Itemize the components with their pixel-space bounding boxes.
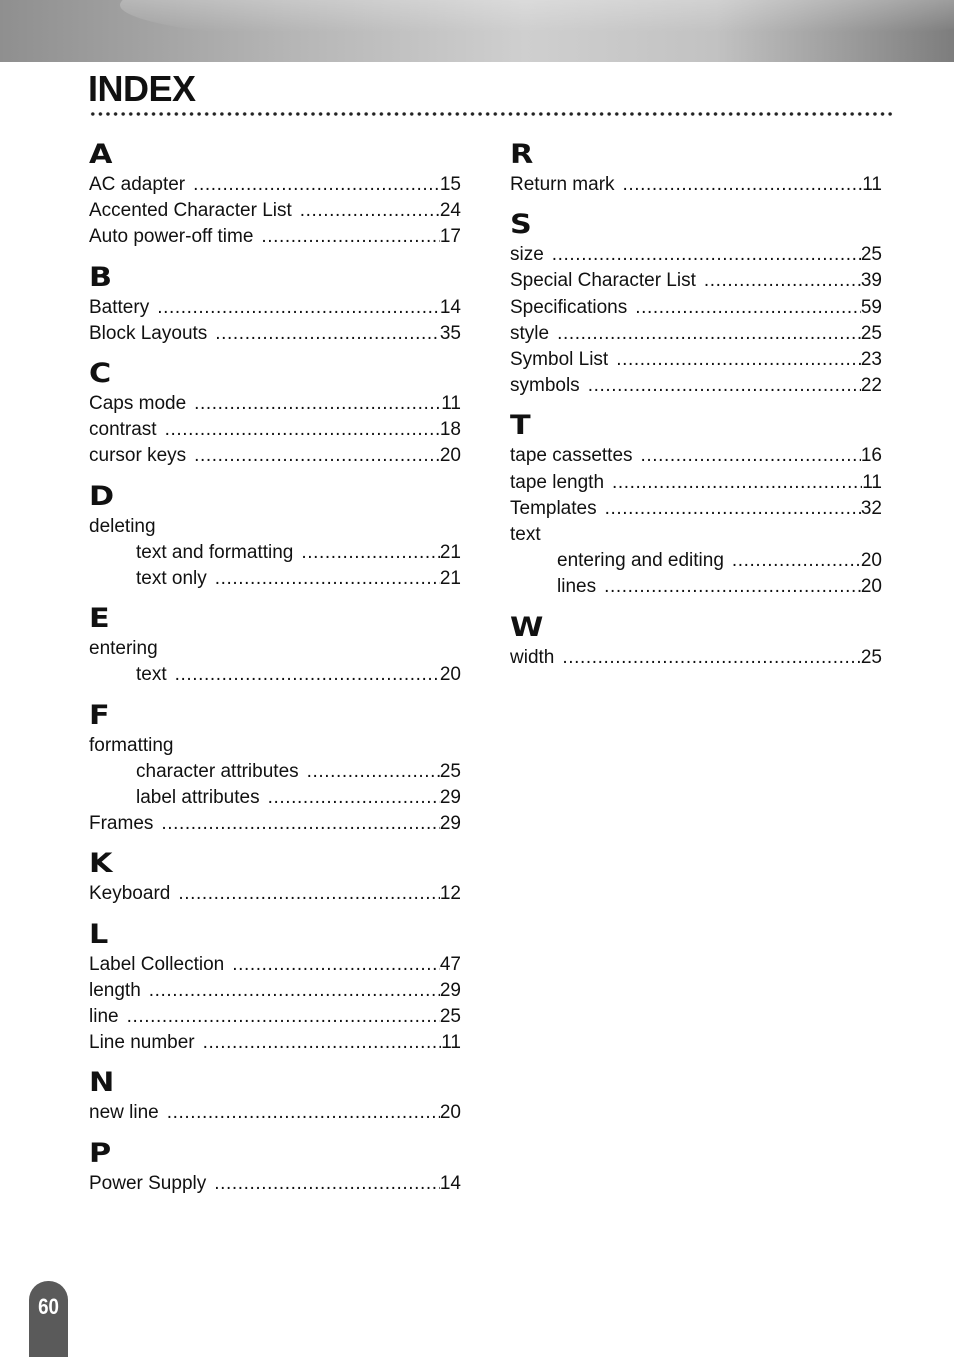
dot-leader xyxy=(604,574,861,600)
dot-leader xyxy=(307,759,440,785)
entry-term: tape cassettes xyxy=(510,445,633,467)
entry-page-number: 16 xyxy=(860,445,882,467)
index-entry xyxy=(510,645,882,671)
index-entry xyxy=(89,443,461,469)
entry-term: Accented Character List xyxy=(89,200,292,222)
entry-term: text and formatting xyxy=(136,541,294,563)
index-entry xyxy=(89,321,461,347)
index-entry xyxy=(89,1171,461,1197)
entry-page-number: 11 xyxy=(862,174,882,195)
section-letter: P xyxy=(89,1137,112,1169)
entry-page-number: 14 xyxy=(439,1172,461,1194)
dot-leader xyxy=(215,321,440,347)
index-subentry xyxy=(510,548,882,574)
entry-term: length xyxy=(89,979,141,1001)
section-letter: F xyxy=(89,699,110,731)
index-section-r xyxy=(510,140,882,198)
section-letter: W xyxy=(510,611,544,643)
entry-page-number: 39 xyxy=(860,270,882,292)
entry-page-number: 20 xyxy=(860,576,882,598)
dot-leader xyxy=(612,470,862,496)
section-letter: R xyxy=(510,139,534,170)
dot-leader xyxy=(161,811,439,837)
entry-term: Label Collection xyxy=(89,953,225,975)
dot-leader xyxy=(127,1004,440,1030)
entry-page-number: 21 xyxy=(439,568,461,590)
index-entry xyxy=(89,1030,461,1056)
dot-leader xyxy=(194,443,440,469)
index-section-p xyxy=(89,1139,461,1197)
page-number-tab xyxy=(29,1281,68,1357)
section-letter: A xyxy=(89,139,113,170)
entry-page-number: 20 xyxy=(439,445,461,467)
entry-page-number: 20 xyxy=(860,550,882,572)
dot-leader xyxy=(635,295,861,321)
page-number: 60 xyxy=(38,1294,59,1319)
entry-term: Battery xyxy=(89,296,150,318)
entry-term: Auto power-off time xyxy=(89,226,254,248)
entry-term: Line number xyxy=(89,1032,195,1054)
section-letter: K xyxy=(89,848,113,880)
index-entry xyxy=(89,295,461,321)
entry-term: text only xyxy=(136,568,207,590)
dot-leader xyxy=(214,1171,440,1197)
index-entry xyxy=(510,373,882,399)
entry-term: Symbol List xyxy=(510,349,609,371)
index-column-right xyxy=(510,140,882,683)
header-band-sheen xyxy=(120,0,954,50)
dot-leader xyxy=(165,417,440,443)
index-entry xyxy=(510,268,882,294)
entry-page-number: 11 xyxy=(862,471,882,493)
entry-page-number: 22 xyxy=(860,375,882,397)
entry-page-number: 25 xyxy=(860,646,882,668)
entry-page-number: 18 xyxy=(439,419,461,441)
dot-leader xyxy=(300,198,440,224)
dot-leader xyxy=(193,172,440,198)
dot-leader xyxy=(167,1100,440,1126)
dot-leader xyxy=(261,224,439,250)
index-section-d xyxy=(89,482,461,593)
index-section-k xyxy=(89,849,461,907)
dot-leader xyxy=(641,443,861,469)
entry-page-number: 29 xyxy=(439,787,461,809)
dot-leader xyxy=(268,785,440,811)
entry-page-number: 20 xyxy=(439,1102,461,1124)
entry-page-number: 20 xyxy=(439,664,461,686)
dot-leader xyxy=(149,978,440,1004)
entry-page-number: 25 xyxy=(860,322,882,344)
dot-leader xyxy=(704,268,861,294)
entry-page-number: 23 xyxy=(860,349,882,371)
entry-term: size xyxy=(510,244,544,266)
index-subentry xyxy=(89,759,461,785)
entry-term: AC adapter xyxy=(89,174,186,195)
section-letter: D xyxy=(89,480,115,512)
index-section-b xyxy=(89,263,461,347)
dot-leader xyxy=(605,496,861,522)
entry-page-number: 47 xyxy=(439,953,461,975)
index-section-n xyxy=(89,1068,461,1126)
entry-page-number: 25 xyxy=(439,760,461,782)
index-section-l xyxy=(89,920,461,1057)
index-entry xyxy=(89,391,461,417)
dot-leader xyxy=(562,645,861,671)
entry-term: text xyxy=(136,664,167,686)
dot-leader xyxy=(157,295,440,321)
entry-page-number: 17 xyxy=(439,226,461,248)
entry-page-number: 35 xyxy=(439,322,461,344)
index-entry xyxy=(510,347,882,373)
entry-term: style xyxy=(510,322,550,344)
entry-term: Special Character List xyxy=(510,270,696,292)
entry-term: tape length xyxy=(510,471,605,493)
index-column-left xyxy=(89,140,461,1209)
entry-term: width xyxy=(510,646,555,668)
index-entry xyxy=(510,496,882,522)
entry-term: Return mark xyxy=(510,174,615,195)
dot-leader xyxy=(215,566,440,592)
index-subentry xyxy=(89,662,461,688)
section-letter: S xyxy=(510,209,532,241)
entry-term: new line xyxy=(89,1102,159,1124)
section-letter: L xyxy=(89,918,109,950)
index-entry xyxy=(89,172,461,198)
index-section-e xyxy=(89,604,461,688)
index-entry xyxy=(89,952,461,978)
dot-leader xyxy=(175,662,440,688)
dot-leader xyxy=(194,391,441,417)
entry-page-number: 25 xyxy=(860,244,882,266)
entry-term: symbols xyxy=(510,375,580,397)
dot-leader xyxy=(623,172,863,198)
index-entry xyxy=(510,242,882,268)
index-subentry xyxy=(89,785,461,811)
dot-leader xyxy=(732,548,861,574)
entry-term: Caps mode xyxy=(89,393,187,415)
entry-term: entering and editing xyxy=(557,550,724,572)
index-entry xyxy=(510,321,882,347)
section-letter: C xyxy=(89,358,112,390)
entry-page-number: 11 xyxy=(441,1032,461,1054)
entry-page-number: 32 xyxy=(860,497,882,519)
entry-page-number: 25 xyxy=(439,1006,461,1028)
index-section-w xyxy=(510,613,882,671)
index-entry xyxy=(510,470,882,496)
index-entry xyxy=(89,417,461,443)
dot-leader xyxy=(588,373,861,399)
index-entry-heading: deleting xyxy=(89,515,156,537)
index-entry xyxy=(89,881,461,907)
header-band xyxy=(0,0,954,62)
entry-term: Block Layouts xyxy=(89,322,208,344)
dot-leader xyxy=(232,952,440,978)
index-entry xyxy=(89,224,461,250)
entry-term: Keyboard xyxy=(89,883,171,905)
index-entry xyxy=(510,172,882,198)
section-letter: T xyxy=(510,410,531,442)
index-section-c xyxy=(89,359,461,470)
entry-term: label attributes xyxy=(136,787,260,809)
section-letter: N xyxy=(89,1067,115,1099)
index-entry xyxy=(510,295,882,321)
entry-page-number: 11 xyxy=(441,393,461,415)
entry-page-number: 29 xyxy=(439,813,461,835)
title-dotted-rule xyxy=(89,111,895,117)
index-section-s xyxy=(510,210,882,399)
entry-term: Frames xyxy=(89,813,154,835)
entry-page-number: 24 xyxy=(439,200,461,222)
entry-page-number: 59 xyxy=(860,296,882,318)
index-subentry xyxy=(510,574,882,600)
index-entry xyxy=(510,443,882,469)
entry-term: contrast xyxy=(89,419,157,441)
index-section-a xyxy=(89,140,461,251)
page-title: INDEX xyxy=(88,68,196,109)
index-entry-heading: formatting xyxy=(89,734,174,756)
index-entry-heading: entering xyxy=(89,638,158,660)
entry-page-number: 29 xyxy=(439,979,461,1001)
dot-leader xyxy=(552,242,861,268)
entry-term: Power Supply xyxy=(89,1172,207,1194)
dot-leader xyxy=(616,347,861,373)
entry-page-number: 14 xyxy=(439,296,461,318)
entry-term: cursor keys xyxy=(89,445,187,467)
index-subentry xyxy=(89,540,461,566)
section-letter: B xyxy=(89,261,113,293)
entry-term: line xyxy=(89,1006,119,1028)
dot-leader xyxy=(557,321,861,347)
dot-leader xyxy=(203,1030,442,1056)
index-entry xyxy=(89,1004,461,1030)
entry-term: Specifications xyxy=(510,296,628,318)
index-section-f xyxy=(89,701,461,838)
entry-term: lines xyxy=(557,576,597,598)
index-entry xyxy=(89,978,461,1004)
section-letter: E xyxy=(89,603,110,635)
dot-leader xyxy=(301,540,439,566)
index-section-t xyxy=(510,411,882,600)
index-subentry xyxy=(89,566,461,592)
entry-term: Templates xyxy=(510,497,597,519)
entry-page-number: 21 xyxy=(439,541,461,563)
index-entry xyxy=(89,1100,461,1126)
entry-page-number: 12 xyxy=(439,883,461,905)
index-entry xyxy=(89,198,461,224)
entry-page-number: 15 xyxy=(439,174,461,195)
index-entry-heading: text xyxy=(510,524,541,546)
dot-leader xyxy=(178,881,440,907)
index-entry xyxy=(89,811,461,837)
entry-term: character attributes xyxy=(136,760,299,782)
